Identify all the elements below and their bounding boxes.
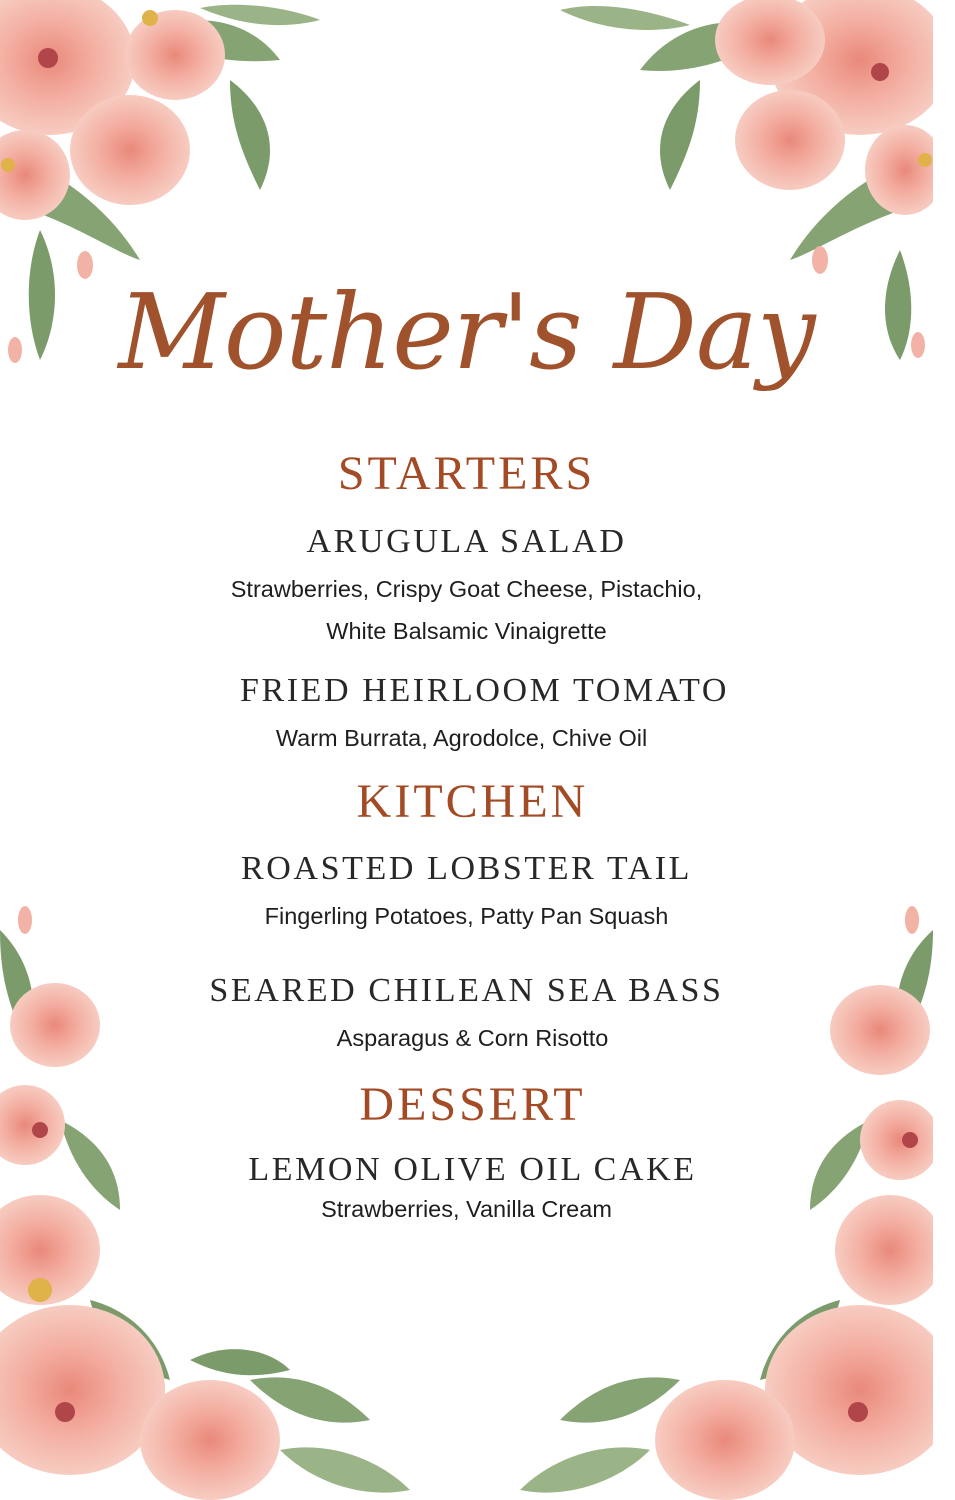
- menu-item-description: Warm Burrata, Agrodolce, Chive Oil: [275, 725, 648, 751]
- section-heading-kitchen: KITCHEN: [356, 775, 589, 828]
- menu-item-description: Fingerling Potatoes, Patty Pan Squash: [264, 903, 669, 929]
- menu-item-description: White Balsamic Vinaigrette: [326, 618, 607, 644]
- section-heading-dessert: DESSERT: [359, 1078, 586, 1131]
- section-heading-starters: STARTERS: [337, 447, 596, 500]
- menu-item-name: ARUGULA SALAD: [306, 523, 627, 560]
- menu-item-name: ROASTED LOBSTER TAIL: [241, 850, 692, 887]
- menu-item-description: Strawberries, Vanilla Cream: [321, 1196, 612, 1222]
- menu-item-description: Asparagus & Corn Risotto: [336, 1025, 609, 1051]
- menu-item-description: Strawberries, Crispy Goat Cheese, Pistachio,: [230, 576, 703, 602]
- menu-item-name: FRIED HEIRLOOM TOMATO: [239, 672, 730, 709]
- menu-item-name: LEMON OLIVE OIL CAKE: [248, 1151, 697, 1188]
- page-edge: [933, 0, 955, 1500]
- menu-title: Mother's Day: [118, 271, 815, 393]
- menu-item-name: SEARED CHILEAN SEA BASS: [209, 972, 724, 1009]
